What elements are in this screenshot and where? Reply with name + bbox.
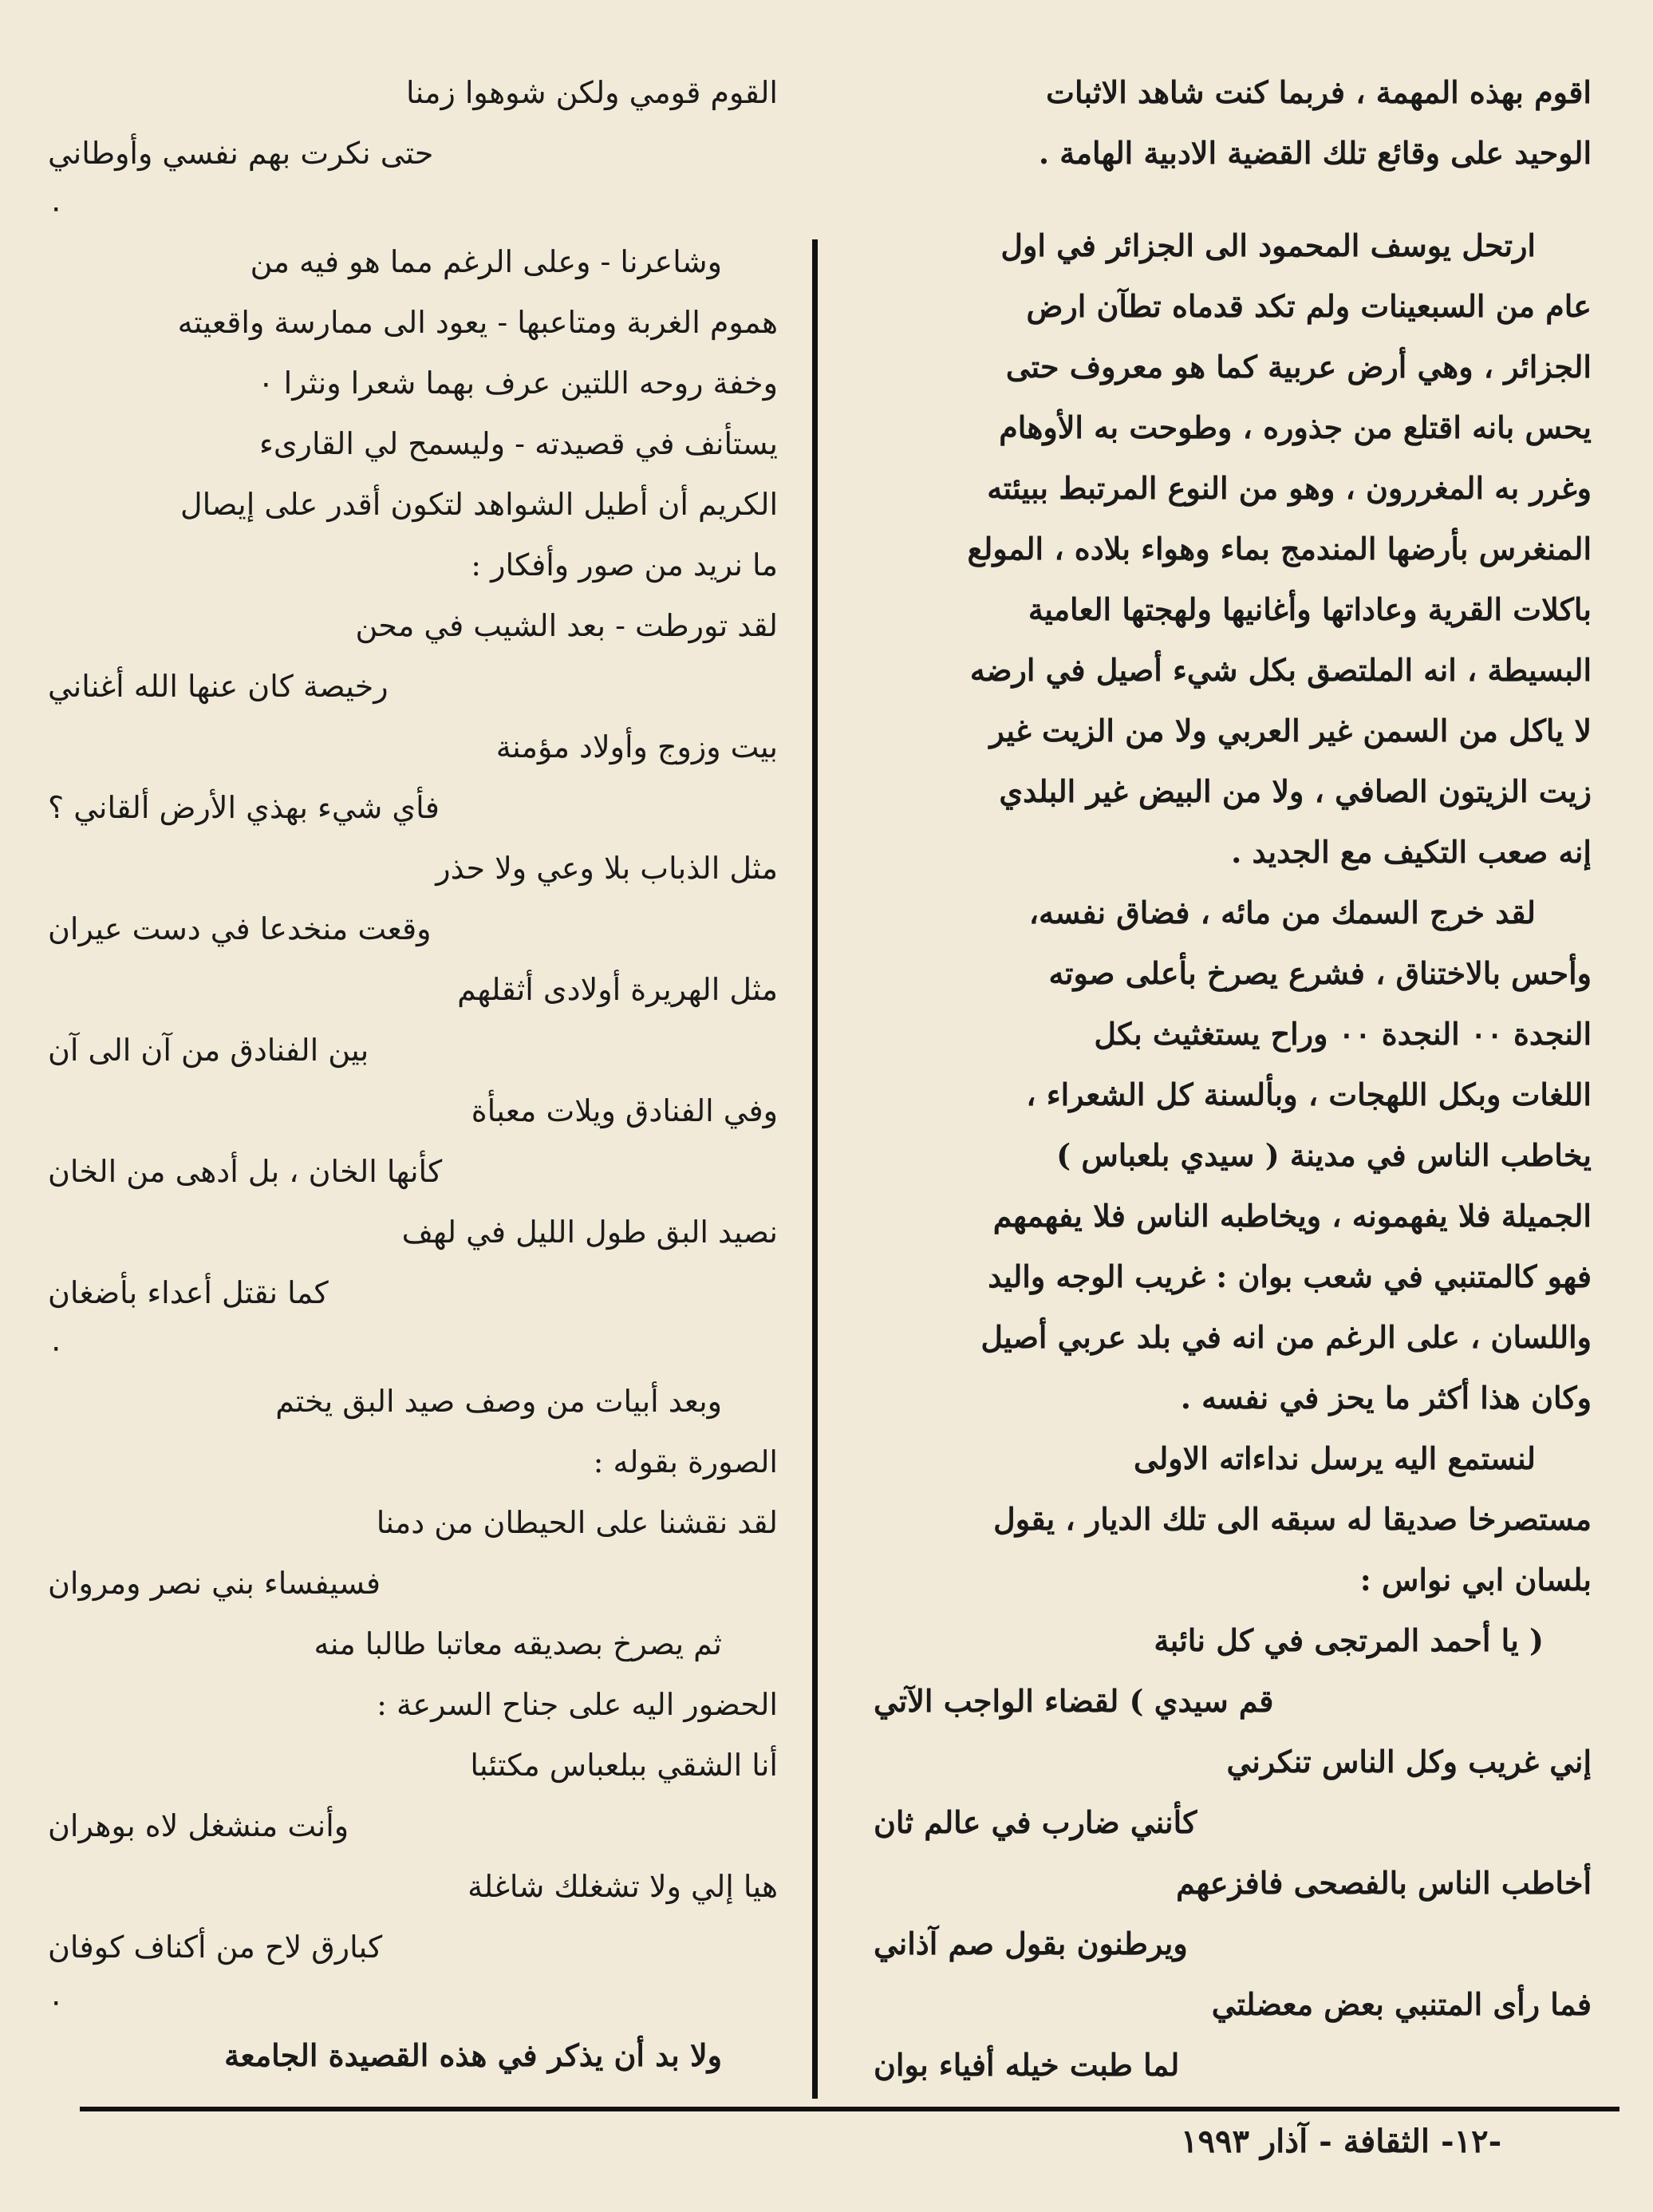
poem-verse: بين الفنادق من آن الى آن (48, 1033, 369, 1068)
poem-verse: لقد تورطت - بعد الشيب في محن (355, 608, 778, 643)
poem-verse: وأنت منشغل لاه بوهران (48, 1808, 349, 1843)
text-line: يستأنف في قصيدته - وليسمح لي القارىء (258, 426, 778, 461)
text-line: هموم الغربة ومتاعبها - يعود الى ممارسة واقعيته (177, 305, 778, 340)
poem-verse: مثل الذباب بلا وعي ولا حذر (436, 851, 778, 886)
text-line: وبعد أبيات من وصف صيد البق يختم (275, 1384, 722, 1419)
text-line: عام من السبعينات ولم تكد قدماه تطآن ارض (1026, 288, 1592, 324)
poem-verse: وقعت منخدعا في دست عيران (48, 911, 432, 946)
text-line: واللسان ، على الرغم من انه في بلد عربي أصيل (980, 1319, 1592, 1355)
paragraph (874, 883, 1592, 1428)
poem-verse: لما طبت خيله أفياء بوان (874, 2047, 1180, 2083)
poem-verse: فسيفساء بني نصر ومروان (48, 1566, 381, 1601)
text-line: ما نريد من صور وأفكار : (471, 547, 778, 583)
text-line: وخفة روحه اللتين عرف بهما شعرا ونثرا ٠ (258, 365, 778, 401)
intro-block (874, 62, 1592, 184)
paragraph (48, 231, 778, 595)
text-line: يخاطب الناس في مدينة ( سيدي بلعباس ) (1056, 1137, 1592, 1173)
section-separator: ٠ (48, 1329, 65, 1365)
footer-dash: - (1308, 2123, 1332, 2160)
paragraph (48, 2025, 778, 2086)
column-divider (812, 239, 818, 2099)
poem-block (48, 1735, 778, 1977)
page-footer (1181, 2123, 1501, 2160)
issue-date: آذار ١٩٩٣ (1181, 2123, 1308, 2160)
poem-verse: هيا إلي ولا تشغلك شاغلة (467, 1869, 778, 1904)
poem-verse: رخيصة كان عنها الله أغناني (48, 669, 389, 704)
text-line: ثم يصرخ بصديقه معاتبا طالبا منه (314, 1626, 722, 1661)
text-line: يحس بانه اقتلع من جذوره ، وطوحت به الأوهام (999, 409, 1592, 445)
poem-verse: مثل الهريرة أولادى أثقلهم (457, 972, 778, 1007)
poem-block (48, 1492, 778, 1614)
text-line: البسيطة ، انه الملتصق بكل شيء أصيل في ارضه (969, 652, 1592, 688)
poem-verse: كما نقتل أعداء بأضغان (48, 1275, 329, 1310)
poem-verse: ( يا أحمد المرتجى في كل نائبة (1154, 1622, 1544, 1658)
text-line: فهو كالمتنبي في شعب بوان : غريب الوجه واليد (988, 1258, 1592, 1294)
poem-verse: وفي الفنادق ويلات معبأة (471, 1093, 778, 1128)
poem-verse: قم سيدي ) لقضاء الواجب الآتي (874, 1683, 1274, 1719)
paragraph (48, 1371, 778, 1492)
poem-verse: نصيد البق طول الليل في لهف (401, 1215, 778, 1250)
text-line: اقوم بهذه المهمة ، فربما كنت شاهد الاثبات (1046, 74, 1592, 110)
poem-block (48, 62, 778, 184)
paragraph (874, 215, 1592, 883)
page-number: -١٢- (1440, 2123, 1502, 2160)
text-line: الصورة بقوله : (593, 1444, 778, 1479)
text-line: الوحيد على وقائع تلك القضية الادبية الهامة . (1038, 135, 1592, 171)
text-line: باكلات القرية وعاداتها وأغانيها ولهجتها العامية (1028, 591, 1592, 627)
poem-block (48, 595, 778, 1323)
text-line: ولا بد أن يذكر في هذه القصيدة الجامعة (224, 2037, 722, 2073)
poem-verse: كأنها الخان ، بل أدهى من الخان (48, 1154, 443, 1189)
poem-verse: إني غريب وكل الناس تنكرني (1226, 1744, 1592, 1779)
text-line: الحضور اليه على جناح السرعة : (377, 1687, 778, 1722)
poem-verse: حتى نكرت بهم نفسي وأوطاني (48, 136, 434, 171)
text-line: النجدة ٠٠ النجدة ٠٠ وراح يستغثيث بكل (1094, 1016, 1592, 1052)
footer-rule (80, 2107, 1619, 2111)
poem-verse: لقد نقشنا على الحيطان من دمنا (376, 1505, 778, 1540)
poem-verse: أنا الشقي ببلعباس مكتئبا (470, 1748, 778, 1783)
text-line: بلسان ابي نواس : (1359, 1562, 1592, 1598)
text-line: وكان هذا أكثر ما يحز في نفسه . (1180, 1380, 1592, 1416)
text-line: وشاعرنا - وعلى الرغم مما هو فيه من (250, 244, 722, 279)
text-line: زيت الزيتون الصافي ، ولا من البيض غير البلدي (999, 773, 1592, 809)
poem-verse: ويرطنون بقول صم آذاني (874, 1926, 1188, 1961)
text-line: لقد خرج السمك من مائه ، فضاق نفسه، (1028, 895, 1536, 930)
poem-block (874, 1610, 1592, 2095)
paragraph (874, 1428, 1592, 1610)
text-line: مستصرخا صديقا له سبقه الى تلك الديار ، يقول (993, 1501, 1592, 1537)
text-line: لنستمع اليه يرسل نداءاته الاولى (1134, 1440, 1536, 1476)
text-line: وغرر به المغررون ، وهو من النوع المرتبط ببيئته (987, 470, 1592, 506)
text-line: الجزائر ، وهي أرض عربية كما هو معروف حتى (1005, 349, 1592, 385)
poem-verse: كأنني ضارب في عالم ثان (874, 1804, 1197, 1840)
poem-verse: بيت وزوج وأولاد مؤمنة (495, 729, 778, 764)
left-column (48, 62, 778, 2086)
section-separator: ٠ (48, 190, 65, 225)
poem-verse: فأي شيء بهذي الأرض ألقاني ؟ (48, 790, 440, 825)
poem-verse: القوم قومي ولكن شوهوا زمنا (406, 75, 778, 110)
right-column (874, 62, 1592, 2095)
poem-verse: كبارق لاح من أكناف كوفان (48, 1930, 383, 1965)
text-line: الكريم أن أطيل الشواهد لتكون أقدر على إيصال (180, 487, 778, 522)
text-line: الجميلة فلا يفهمونه ، ويخاطبه الناس فلا يفهمهم (992, 1198, 1592, 1234)
poem-verse: فما رأى المتنبي بعض معضلتي (1211, 1986, 1592, 2022)
section-separator: ٠ (48, 1984, 65, 2019)
text-line: المنغرس بأرضها المندمج بماء وهواء بلاده ، المولع (967, 531, 1592, 567)
poem-verse: أخاطب الناس بالفصحى فافزعهم (1176, 1865, 1592, 1901)
paragraph (48, 1614, 778, 1735)
text-line: وأحس بالاختناق ، فشرع يصرخ بأعلى صوته (1048, 955, 1592, 991)
text-line: إنه صعب التكيف مع الجديد . (1231, 834, 1592, 870)
text-line: ارتحل يوسف المحمود الى الجزائر في اول (1000, 227, 1536, 263)
magazine-name: الثقافة (1343, 2123, 1430, 2160)
text-line: اللغات وبكل اللهجات ، وبألسنة كل الشعراء ، (1026, 1076, 1592, 1112)
text-line: لا ياكل من السمن غير العربي ولا من الزيت غير (989, 713, 1592, 749)
